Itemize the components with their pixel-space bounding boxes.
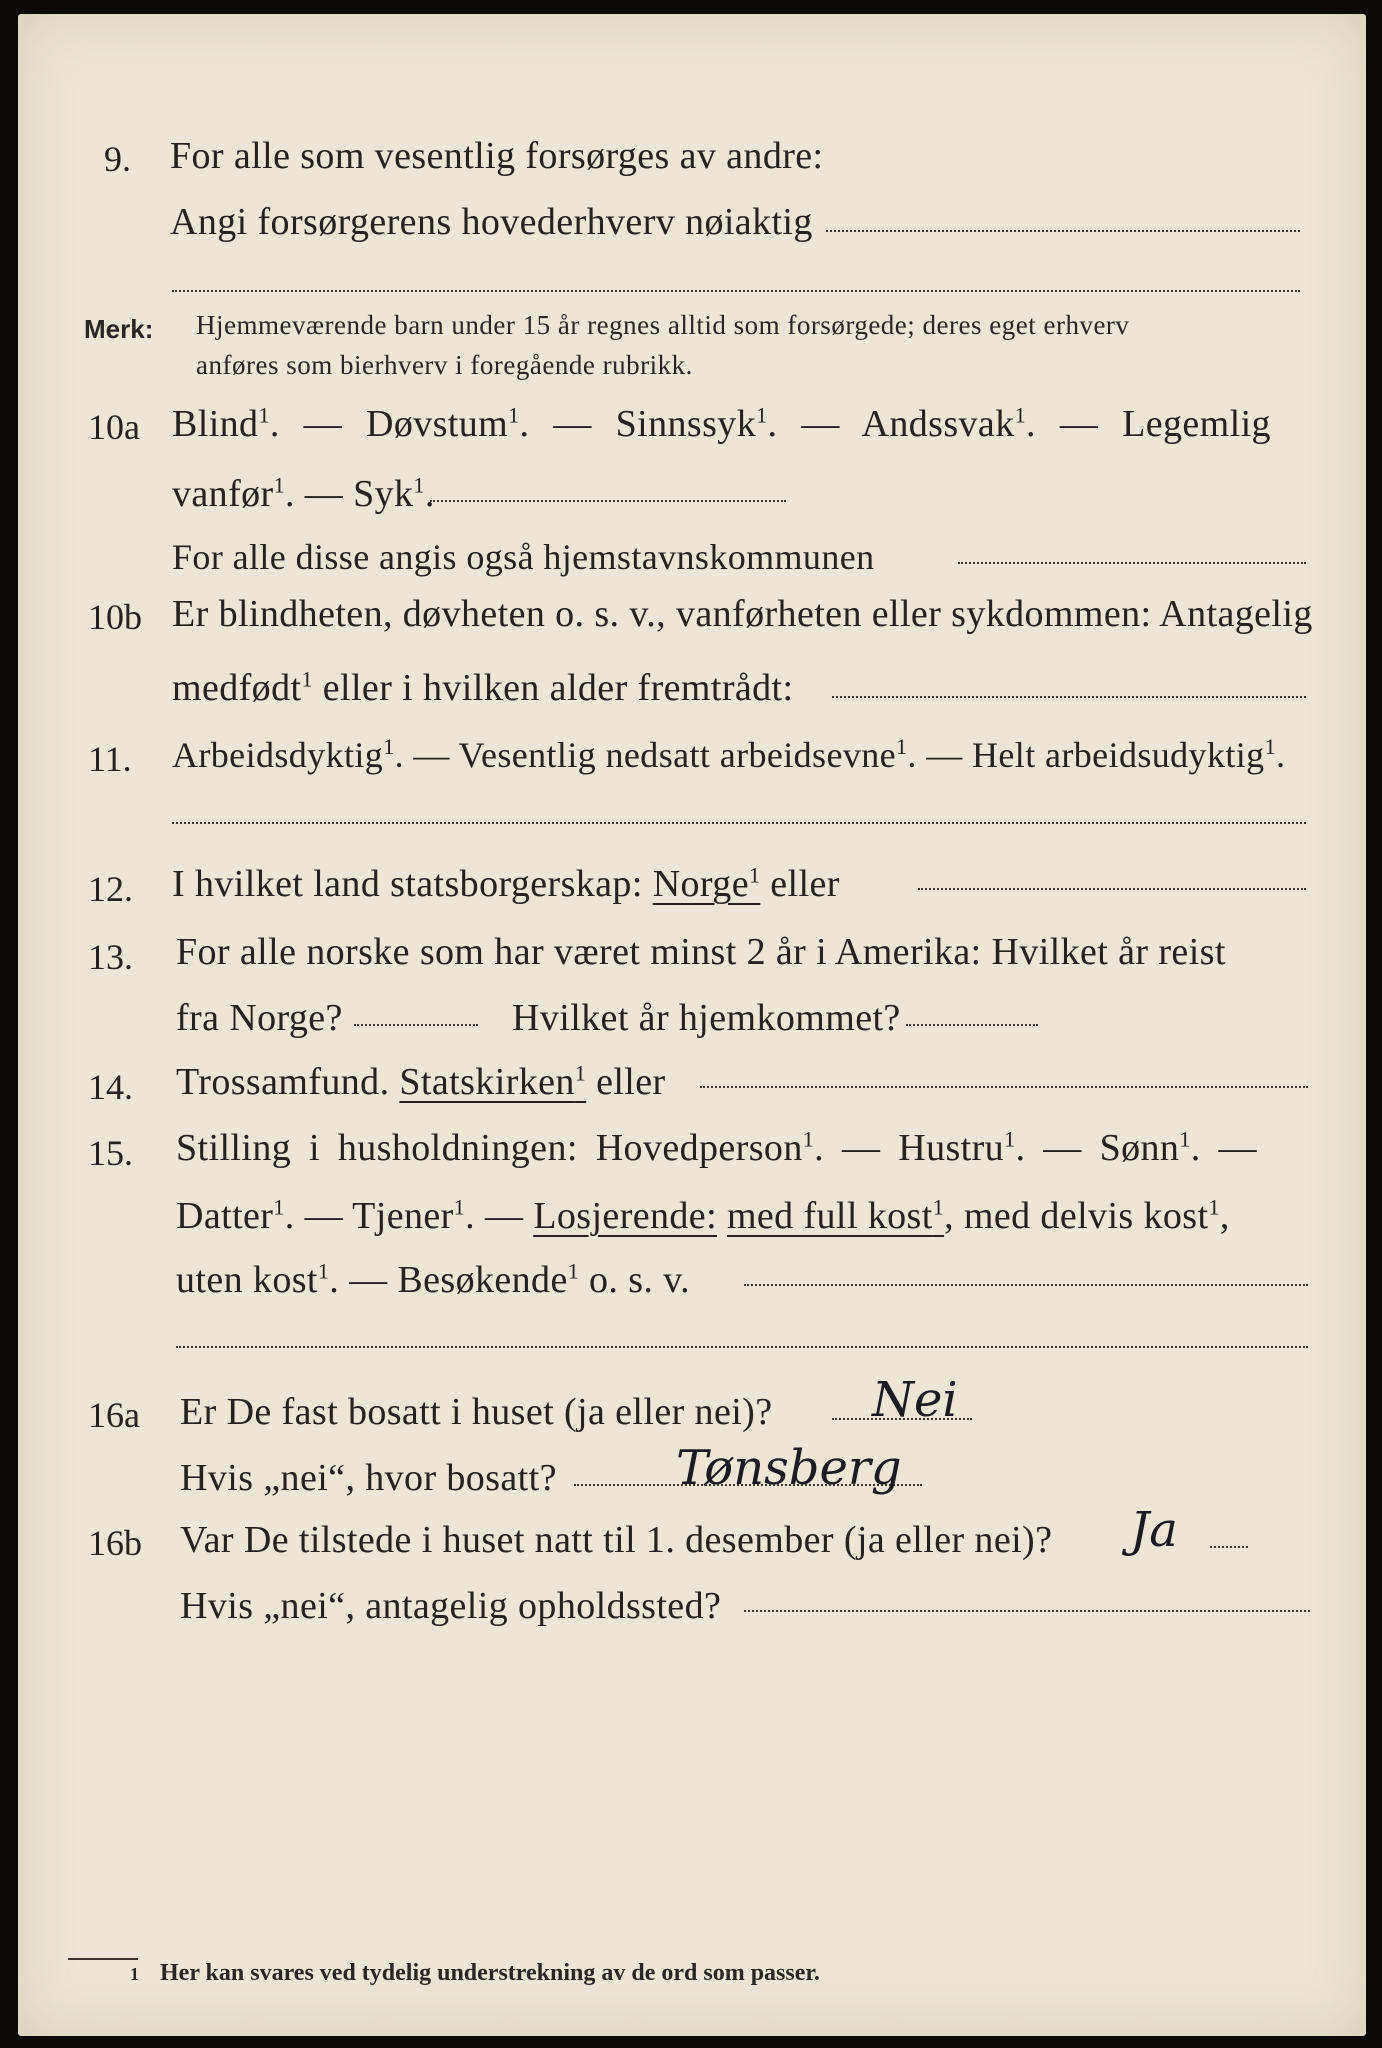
- q9-line1: For alle som vesentlig forsørges av andre:: [170, 135, 824, 177]
- merk-line2: anføres som bierhverv i foregående rubrikk.: [196, 350, 693, 380]
- q13-reist-line[interactable]: [354, 1024, 478, 1026]
- q10a-line1: Blind$^1$. — Døvstum$^1$. — Sinnssyk$^1$. — Andssvak$^1$. — Legemlig: [172, 402, 1271, 445]
- q16b-number: 16b: [88, 1523, 142, 1563]
- q13-line2b: Hvilket år hjemkommet?: [512, 997, 901, 1039]
- q13-line1: For alle norske som har været minst 2 år i Amerika: Hvilket år reist: [176, 931, 1226, 973]
- q16a-line2: Hvis „nei“, hvor bosatt?: [180, 1457, 557, 1499]
- q9-number: 9.: [104, 139, 131, 179]
- q16a-handwritten-tonsberg: Tønsberg: [676, 1440, 902, 1496]
- merk-line1: Hjemmeværende barn under 15 år regnes alltid som forsørgede; deres eget erhverv: [196, 310, 1130, 340]
- q10a-line2: vanfør$^1$. — Syk$^1$.: [172, 472, 435, 515]
- footnote-mark: 1: [130, 1964, 139, 1984]
- q10a-answer-line[interactable]: [430, 500, 786, 502]
- q13-number: 13.: [88, 937, 133, 977]
- q10a-line3: For alle disse angis også hjemstavnskommunen: [172, 537, 875, 577]
- q14-statskirken-underlined: Statskirken$^1$: [399, 1060, 587, 1103]
- q12-norge-underlined: Norge$^1$: [652, 862, 761, 905]
- q15-answer-line[interactable]: [744, 1284, 1308, 1286]
- q16b-answer-line[interactable]: [1210, 1546, 1248, 1548]
- q12-line: I hvilket land statsborgerskap: Norge$^1$ eller: [172, 862, 840, 905]
- q15-number: 15.: [88, 1133, 133, 1173]
- q12-answer-line[interactable]: [918, 888, 1306, 890]
- q9-answer-line-2[interactable]: [172, 290, 1300, 292]
- footnote-rule: [68, 1958, 138, 1960]
- q16b-handwritten-ja: Ja: [1130, 1502, 1178, 1558]
- q13-hjemkommet-line[interactable]: [906, 1024, 1038, 1026]
- q16a-line1: Er De fast bosatt i huset (ja eller nei)?: [180, 1391, 773, 1433]
- q14-line: Trossamfund. Statskirken$^1$ eller: [176, 1060, 666, 1103]
- q15-line3: uten kost$^1$. — Besøkende$^1$ o. s. v.: [176, 1258, 691, 1301]
- q16a-handwritten-nei: Nei: [872, 1372, 958, 1428]
- q15-losjerende-underlined: Losjerende:: [533, 1195, 718, 1237]
- q11-line: Arbeidsdyktig$^1$. — Vesentlig nedsatt arbeidsevne$^1$. — Helt arbeidsudyktig$^1$.: [172, 734, 1286, 775]
- q11-answer-line[interactable]: [172, 822, 1306, 824]
- q9-answer-line[interactable]: [826, 230, 1300, 232]
- q15-full-kost-underlined: med full kost$^1$: [726, 1194, 945, 1237]
- q13-line2a: fra Norge?: [176, 997, 343, 1039]
- q10a-kommune-line[interactable]: [958, 562, 1306, 564]
- q12-number: 12.: [88, 869, 133, 909]
- q14-number: 14.: [88, 1067, 133, 1107]
- q10b-line2: medfødt$^1$ eller i hvilken alder fremtrådt:: [172, 666, 794, 709]
- q11-number: 11.: [88, 739, 132, 779]
- q15-answer-line-2[interactable]: [176, 1346, 1308, 1348]
- q16b-opholdssted-line[interactable]: [744, 1610, 1310, 1612]
- merk-label: Merk:: [84, 314, 154, 344]
- q15-line2: Datter$^1$. — Tjener$^1$. — Losjerende: med full kost$^1$, med delvis kost$^1$,: [176, 1194, 1230, 1237]
- q10b-line1: Er blindheten, døvheten o. s. v., vanførheten eller sykdommen: Antagelig: [172, 593, 1313, 635]
- footnote-text: Her kan svares ved tydelig understrekning av de ord som passer.: [160, 1960, 820, 1986]
- q10a-number: 10a: [88, 407, 140, 447]
- q10b-number: 10b: [88, 597, 142, 637]
- q15-line1: Stilling i husholdningen: Hovedperson$^1$. — Hustru$^1$. — Sønn$^1$. —: [176, 1126, 1257, 1169]
- q16b-line2: Hvis „nei“, antagelig opholdssted?: [180, 1585, 722, 1627]
- q16b-line1: Var De tilstede i huset natt til 1. desember (ja eller nei)?: [180, 1519, 1053, 1561]
- q14-answer-line[interactable]: [700, 1086, 1308, 1088]
- q9-line2: Angi forsørgerens hovederhverv nøiaktig: [170, 201, 813, 243]
- q10b-answer-line[interactable]: [832, 696, 1306, 698]
- q16a-number: 16a: [88, 1395, 140, 1435]
